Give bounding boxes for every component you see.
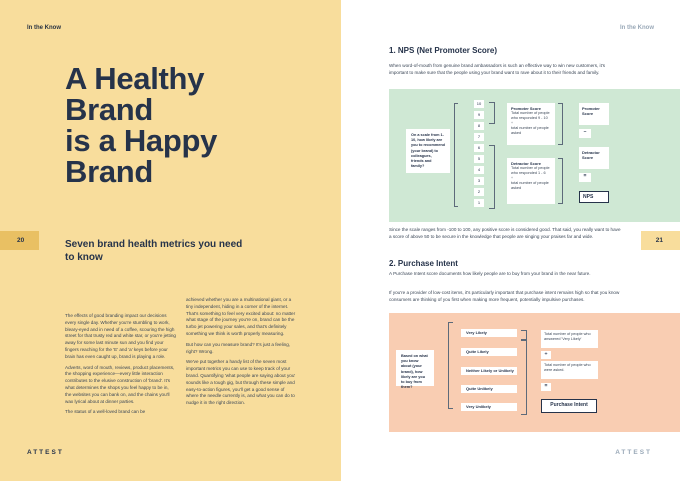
section-heading-purchase-intent: 2. Purchase Intent bbox=[389, 259, 458, 268]
scale-number: 9 bbox=[474, 111, 484, 119]
option-neither: Neither Likely or Unlikely bbox=[461, 367, 517, 375]
title-line: is a Happy bbox=[65, 123, 218, 158]
paragraph: But how can you measure brand? It's just a feeling, right? Wrong. bbox=[186, 341, 291, 354]
scale-number: 2 bbox=[474, 188, 484, 196]
scale-number: 4 bbox=[474, 166, 484, 174]
equals-sign: = bbox=[579, 173, 591, 182]
attest-logo: ATTEST bbox=[615, 449, 652, 456]
promoter-out-bracket bbox=[558, 103, 563, 145]
options-bracket bbox=[448, 322, 453, 409]
detractor-out-box bbox=[579, 147, 609, 169]
paragraph: achieved whether you are a multinational giant, or a tiny independent, hiding in a corner of the internet. That's something to feel very excited about: no matter what stage of the journey you're on, brand can be the turbo jet powering your sales, and that's definitely something we think is worth properly measuring. bbox=[186, 297, 296, 336]
detractor-score-body: Total number of people who responded 1 - 6 bbox=[511, 166, 550, 175]
page-title bbox=[65, 63, 217, 187]
option-quite-likely: Quite Likely bbox=[461, 348, 517, 356]
promoter-score-body: Total number of people who responded 9 - 10 bbox=[511, 111, 550, 120]
purchase-question-box: Based on what you know about (your brand), how likely are you to buy from them? bbox=[396, 350, 434, 386]
section-heading-nps: 1. NPS (Net Promoter Score) bbox=[389, 46, 498, 55]
right-page bbox=[341, 0, 680, 481]
nps-question-box: On a scale from 1-10, how likely are you to recommend (your brand) to colleagues, friends and family? bbox=[406, 129, 450, 173]
running-head: In the Know bbox=[27, 25, 61, 31]
scale-number: 10 bbox=[474, 100, 484, 108]
title-line: Brand bbox=[65, 154, 154, 189]
body-column-1 bbox=[65, 313, 176, 420]
title-line: Brand bbox=[65, 92, 154, 127]
detractor-score-box bbox=[507, 158, 555, 204]
divide-sign: ÷ bbox=[511, 176, 514, 180]
nps-diagram bbox=[389, 89, 680, 222]
scale-number: 5 bbox=[474, 155, 484, 163]
nps-intro: When word-of-mouth from genuine brand ambassadors is such an effective way to win new customers, it's important to make sure that the people using your brand want to rave about it to their friends and family. bbox=[389, 63, 606, 75]
promoter-score-total: total number of people asked bbox=[511, 126, 549, 135]
scale-number: 6 bbox=[474, 144, 484, 152]
promoter-score-box bbox=[507, 103, 555, 145]
promoter-out-label: Promoter Score bbox=[582, 106, 600, 116]
nps-result-badge: NPS bbox=[579, 191, 609, 203]
option-very-unlikely: Very Unlikely bbox=[461, 403, 517, 411]
calc-top-box: Total number of people who answered 'Very Likely' bbox=[541, 330, 598, 348]
paragraph: The status of a well-loved brand can be bbox=[65, 409, 146, 415]
scale-bracket bbox=[454, 103, 458, 207]
purchase-intro-2: If you're a provider of low-cost items, it's particularly important that purchase intent remains high so that you know consumers are thinking of you first when making more frequent, potentially impulsive purchases. bbox=[389, 290, 620, 302]
scale-number: 8 bbox=[474, 122, 484, 130]
total-bracket bbox=[521, 340, 527, 415]
paragraph: We've put together a handy list of the seven most important metrics you can use to keep track of your brand. Quantifying 'what people are saying about you' sounds like a tough gig, but through these simple and easy-to-action figures, you'll get a good sense of where the needle currently is, and what you can do to nudge it in the right direction. bbox=[186, 359, 296, 406]
title-line: A Healthy bbox=[65, 61, 205, 96]
calc-bottom-box: Total number of people who were asked. bbox=[541, 361, 598, 379]
detractor-out-label: Detractor Score bbox=[582, 150, 600, 160]
minus-sign: – bbox=[579, 129, 591, 138]
scale-number: 3 bbox=[474, 177, 484, 185]
nps-outro: Since the scale ranges from -100 to 100, any positive score is considered good. That said, you really want to have a score of above 50 to be secure in the knowledge that people are singing your praises far and wide. bbox=[389, 227, 621, 239]
subtitle: Seven brand health metrics you need to know bbox=[65, 239, 243, 263]
very-likely-bracket bbox=[521, 330, 527, 340]
divide-sign: ÷ bbox=[541, 351, 551, 359]
divide-sign: ÷ bbox=[511, 121, 514, 125]
paragraph: The effects of good branding impact our decisions every single day. Whether you're stumbling to work, bleary-eyed and in need of a coffee, scouring the high street for that trusty red and white star, or you're jetting away for some last minute sun and you find your fingers reaching for the 'E' and 'a' keys before your brain has even caught up, brand is playing a role. bbox=[65, 313, 176, 359]
running-head: In the Know bbox=[620, 25, 654, 31]
purchase-intro-1: A Purchase Intent score documents how likely people are to buy from your brand in the near future. bbox=[389, 271, 591, 276]
page-number: 21 bbox=[641, 231, 680, 250]
page-number: 20 bbox=[0, 231, 39, 250]
promoter-out-box bbox=[579, 103, 609, 125]
detractor-score-title: Detractor Score bbox=[511, 161, 542, 166]
detractor-out-bracket bbox=[558, 158, 563, 204]
detractor-bracket bbox=[489, 145, 495, 209]
option-quite-unlikely: Quite Unlikely bbox=[461, 385, 517, 393]
detractor-score-total: total number of people asked bbox=[511, 181, 549, 190]
paragraph: Adverts, word of mouth, reviews, product placements, the shopping experience—every little interaction contributes to the elusive construction of 'brand'. It's what determines the shops you feel happy to be in, the websites you can bank on, and the chains you'll wax lyrical about at dinner parties. bbox=[65, 364, 175, 404]
option-very-likely: Very Likely bbox=[461, 329, 517, 337]
promoter-score-title: Promoter Score bbox=[511, 106, 542, 111]
attest-logo: ATTEST bbox=[27, 449, 64, 456]
scale-number: 7 bbox=[474, 133, 484, 141]
promoter-bracket bbox=[489, 102, 495, 124]
equals-sign: = bbox=[541, 383, 551, 391]
body-column-2 bbox=[186, 297, 296, 411]
purchase-intent-diagram bbox=[389, 313, 680, 432]
purchase-intent-result: Purchase Intent bbox=[541, 399, 597, 413]
scale-number: 1 bbox=[474, 199, 484, 207]
